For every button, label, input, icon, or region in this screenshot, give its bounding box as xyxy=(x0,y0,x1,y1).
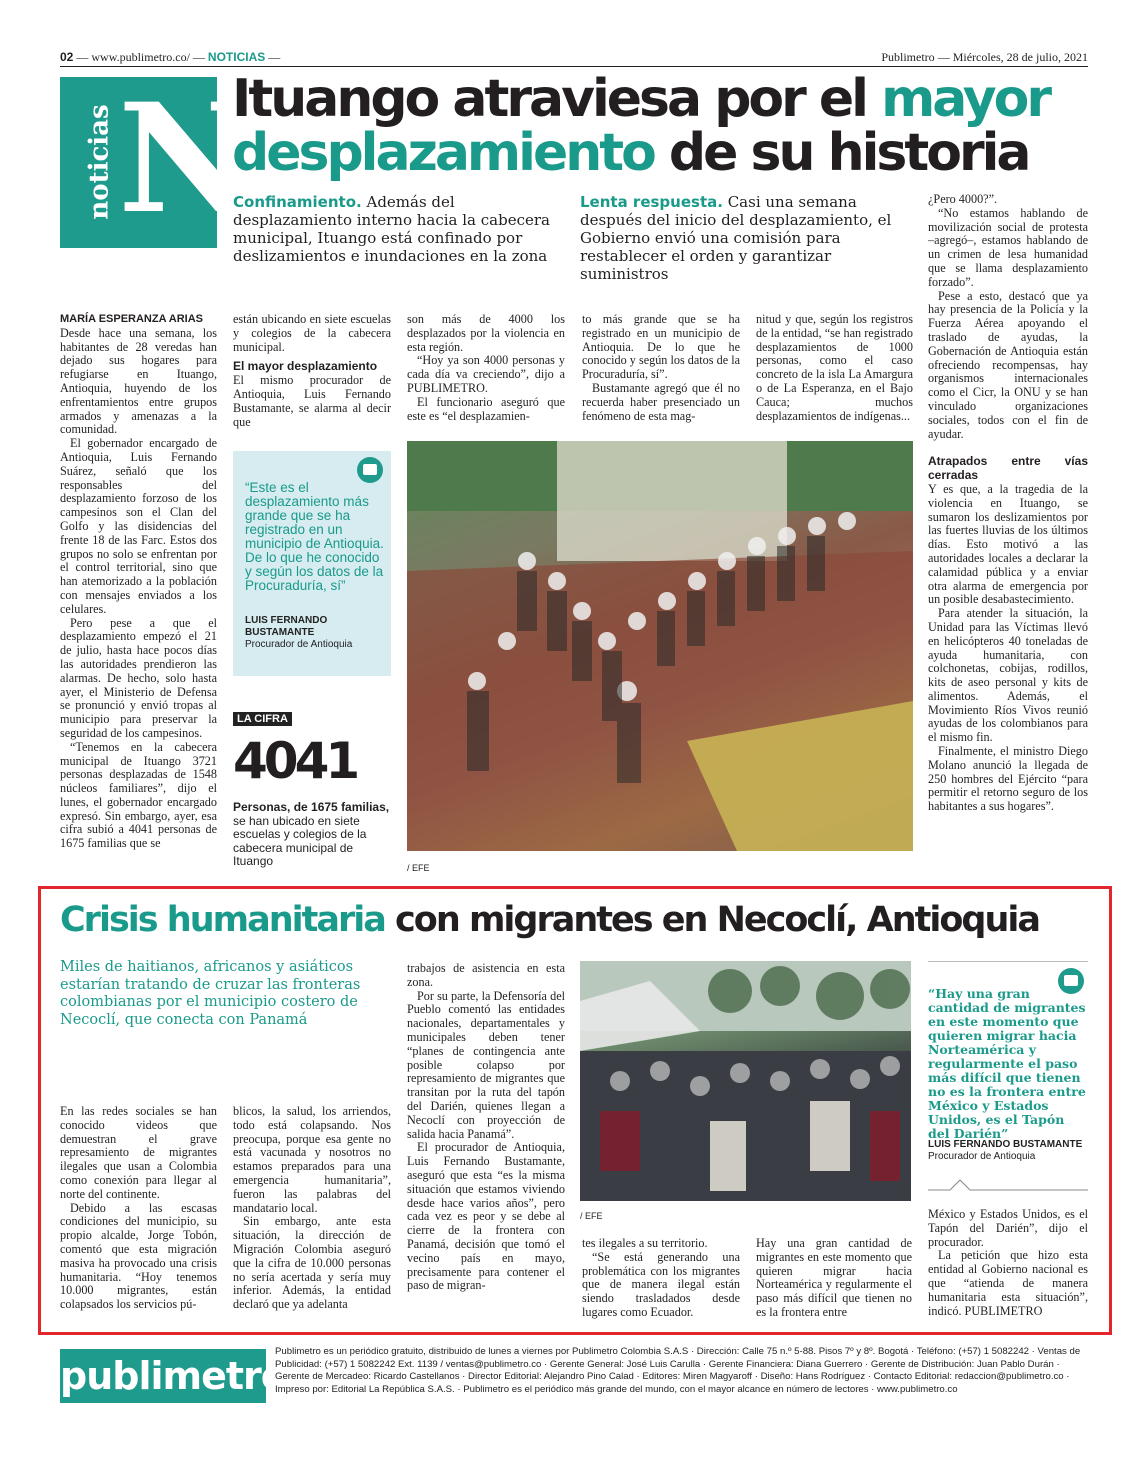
story1-column-3: son más de 4000 los desplazados por la violencia en esta región. “Hoy ya son 4000 personas y cada día va creciendo”, dijo a PUBLIMETRO. El funcionario aseguró que este es “el desplazamien- xyxy=(407,312,565,423)
story1-column-6: ¿Pero 4000?”. “No estamos hablando de movilización social de protesta –agregó–, estamos hablando de un crimen de lesa humanidad que se llama desplazamiento forzado”. Pese a esto, destacó que ya hay presencia de la Policía y la Fuerza Aérea apoyando el traslado de ayudas, la Gobernación de Antioquia están ofreciendo recompensas, hay organismos internacionales como el Cicr, la ONU y se han vinculado organizaciones sociales, todos con el fin de ayudar. Atrapados entre vías cerradas Y es que, a la tragedia de la violencia en Ituango, se sumaron los deslizamientos por las fuertes lluvias de los últimos días. Esto motivó a las autoridades locales a declarar la calamidad pública y a enviar otra alarma de emergencia por un posible desabastecimiento. Para atender la situación, la Unidad para las Víctimas llevó en helicópteros 40 toneladas de ayuda humanitaria, con colchonetas, cobijas, rodillos, kits de aseo personal y kits de alimentos. Además, el Movimiento Ríos Vivos reunió ayudas de los colombianos para el mismo fin. Finalmente, el ministro Diego Molano anunció la llegada de 250 hombres del Ejército “para permitir el retorno seguro de los habitantes a sus hogares”. xyxy=(928,192,1088,814)
story2-column-2: blicos, la salud, los arriendos, todo está colapsando. Nos preocupa, porque esa gente no está vacunada y nosotros no estamos preparados para una emergencia humanitaria”, fueron las palabras del mandatario local. Sin embargo, ante esta situación, la dirección de Migración Colombia aseguró que la cifra de 10.000 personas no sería acertada y sería muy inferior. Además, la entidad declaró que ya adelanta xyxy=(233,1104,391,1312)
crowd-illustration xyxy=(407,441,913,851)
quote-name: LUIS FERNANDO BUSTAMANTE xyxy=(245,615,328,638)
story2-column-3: trabajos de asistencia en esta zona. Por su parte, la Defensoría del Pueblo comentó las entidades nacionales, departamentales y municipales deben tener “planes de contingencia ante posible colapso por represamiento de migrantes que transitan por la ruta del tapón del Darién, quienes llegan a Necoclí con proyección de salida hacia Panamá”. El procurador de Antioquia, Luis Fernando Bustamante, aseguró que esta “es la misma situación que estamos viviendo desde hace varios años”, pero cada vez es peor y se debe al cierre de la frontera con Panamá, decisión que tomó el vecino país en mayo, precisamente para contener el paso de migran- xyxy=(407,961,565,1293)
headline-necocli: Crisis humanitaria con migrantes en Necoclí, Antioquia xyxy=(60,900,1039,940)
story2-column-5: Hay una gran cantidad de migrantes en este momento que quieren migrar hacia Norteamérica y regularmente el paso más difícil que tienen no es la frontera entre xyxy=(756,1236,912,1319)
pull-quote-necocli: “Hay una gran cantidad de migrantes en este momento que quieren migrar hacia Norteamérica y regularmente el paso más difícil que tienen no es la frontera entre México y Estados Unidos, es el Tapón del Darién” xyxy=(928,986,1086,1141)
deck-confinamiento: Confinamiento. Además del desplazamiento interno hacia la cabecera municipal, Ituango está confinado por deslizamientos e inundaciones en la zona xyxy=(233,193,550,265)
headline-ituango: Ituango atraviesa por el mayor desplazamiento de su historia xyxy=(232,69,1050,183)
story1-column-2: están ubicando en siete escuelas y colegios de la cabecera municipal. El mayor desplazamiento El mismo procurador de Antioquia, Luis Fernando Bustamante, se alarma al decir que xyxy=(233,312,391,429)
subhead-mayor-desplazamiento: El mayor desplazamiento xyxy=(233,359,378,374)
photo2-credit: / EFE xyxy=(580,1211,603,1221)
story1-column-4: to más grande que se ha registrado en un municipio de Antioquia. De lo que he conocido y según los datos de la Procuraduría, sí”. Bustamante agregó que él no recuerda haber presenciado un fenómeno de esta mag- xyxy=(582,312,740,423)
cifra-label: LA CIFRA xyxy=(233,712,292,726)
byline: MARÍA ESPERANZA ARIAS xyxy=(60,313,204,325)
story1-column-5: nitud y que, según los registros de la entidad, “se han registrado desplazamientos de 1000 personas, como el caso concreto de la isla La Amargura o de La Esperanza, en el Bajo Cauca; muchos desplazamientos de indígenas... xyxy=(756,312,913,423)
quote-bubble-icon xyxy=(357,457,383,483)
photo-desplazados-ituango xyxy=(407,441,913,851)
quote2-attribution: LUIS FERNANDO BUSTAMANTE Procurador de Antioquia xyxy=(928,1139,1083,1162)
deck-lenta-respuesta: Lenta respuesta. Casi una semana después del inicio del desplazamiento, el Gobierno envió una comisión para restablecer el orden y garantizar suministros xyxy=(580,193,892,283)
story1-column-1: MARÍA ESPERANZA ARIAS Desde hace una semana, los habitantes de 28 veredas han dejado sus hogares para refugiarse en Ituango, Antioquia, huyendo de los enfrentamientos entre grupos armados y amenazas a la comunidad. El gobernador encargado de Antioquia, Luis Fernando Suárez, señaló que los responsables del desplazamiento forzoso de los campesinos son el Clan del Golfo y las disidencias del frente 18 de las Farc. Estos dos grupos no solo se enfrentan por el control territorial, sino que han atemorizado a la población con mensajes enviados a los celulares. Pero pese a que el desplazamiento empezó el 21 de julio, hasta hace pocos días las autoridades prendieron las alarmas. De hecho, solo hasta ayer, el Ministerio de Defensa se pronunció y envió tropas al municipio para preservar la seguridad de los campesinos. “Tenemos en la cabecera municipal de Ituango 3721 personas desplazadas de 1548 núcleos familiares”, dijo el lunes, el gobernador encargado expresó. Sin embargo, ayer, esa cifra subió a 4041 personas de 1675 familias que se xyxy=(60,313,217,851)
pull-quote-procurador: “Este es el desplazamiento más grande que se ha registrado en un municipio de Antioquia. De lo que he conocido y según los datos de la Procuraduría, sí” LUIS FERNANDO BUSTAMANTE Procurador de Antioquia xyxy=(233,451,391,676)
quote2-rule-bottom xyxy=(928,1178,1088,1196)
photo1-credit: / EFE xyxy=(407,863,430,873)
quote-role: Procurador de Antioquia xyxy=(245,639,353,650)
section-logo-word: noticias xyxy=(84,104,115,220)
page-header: 02 — www.publimetro.co/ — NOTICIAS — Publimetro — Miércoles, 28 de julio, 2021 xyxy=(60,50,1088,67)
publimetro-logo: publimetro xyxy=(60,1349,266,1403)
issue-date: Miércoles, 28 de julio, 2021 xyxy=(952,50,1088,64)
section-logo xyxy=(60,71,256,248)
cifra-caption: Personas, de 1675 familias, se han ubicado en siete escuelas y colegios de la cabecera municipal de Ituango xyxy=(233,800,390,868)
page-number: 02 xyxy=(60,50,74,64)
quote2-rule-top xyxy=(928,961,1088,963)
subhead-atrapados: Atrapados entre vías cerradas xyxy=(928,454,1088,483)
story2-column-4: tes ilegales a su territorio. “Se está generando una problemática con los migrantes que de manera ilegal están siendo trasladados desde lugares como Ecuador. xyxy=(582,1236,740,1319)
deck-necocli: Miles de haitianos, africanos y asiáticos estarían tratando de cruzar las fronteras colombianas por el municipio costero de Necoclí, que conecta con Panamá xyxy=(60,959,361,1028)
photo-migrantes-necocli xyxy=(580,961,911,1201)
site-url[interactable]: www.publimetro.co/ xyxy=(91,50,190,64)
footer-credits: Publimetro es un periódico gratuito, distribuido de lunes a viernes por Publimetro Colombia S.A.S · Dirección: Calle 75 n.º 5-88. Pisos 7º y 8º. Bogotá · Teléfono: (+57) 1 5082242 · Ventas de Publicidad: (+57) 1 5082242 Ext. 1139 / ventas@publimetro.co · Gerente General: José Luis Carulla · Gerente Financiera: Diana Guerrero · Gerente de Distribución: Juan Pablo Durán · Gerente de Mercadeo: Ricardo Castellanos · Director Editorial: Alejandro Pino Calad · Editores: Miren Magyaroff · Diseño: Hans Rodríguez · Contacto Editorial: redaccion@publimetro.co · Impreso por: Editorial La República S.A.S. · Publimetro es el periódico más grande del mundo, con el mayor alcance en número de lectores · www.publimetro.co xyxy=(275,1346,1081,1395)
section-name: NOTICIAS xyxy=(207,50,266,64)
migrants-illustration xyxy=(580,961,911,1201)
cifra-number: 4041 xyxy=(233,732,357,790)
story2-column-1: En las redes sociales se han conocido videos que demuestran el grave represamiento de migrantes ilegales que usan a Colombia como conexión para llegar al norte del continente. Debido a las escasas condiciones del municipio, su propio alcalde, Jorge Tobón, comentó que esta migración masiva ha provocado una crisis humanitaria. “Hoy tenemos 10.000 migrantes, están colapsados los servicios pú- xyxy=(60,1104,217,1312)
story2-column-6: México y Estados Unidos, es el Tapón del Darién”, dijo el procurador. La petición que hizo esta entidad al Gobierno nacional es que “atienda de manera humanitaria esta situación”, indicó. PUBLIMETRO xyxy=(928,1207,1088,1318)
section-logo-letter: N xyxy=(118,71,256,247)
publication-name: Publimetro xyxy=(881,50,935,64)
